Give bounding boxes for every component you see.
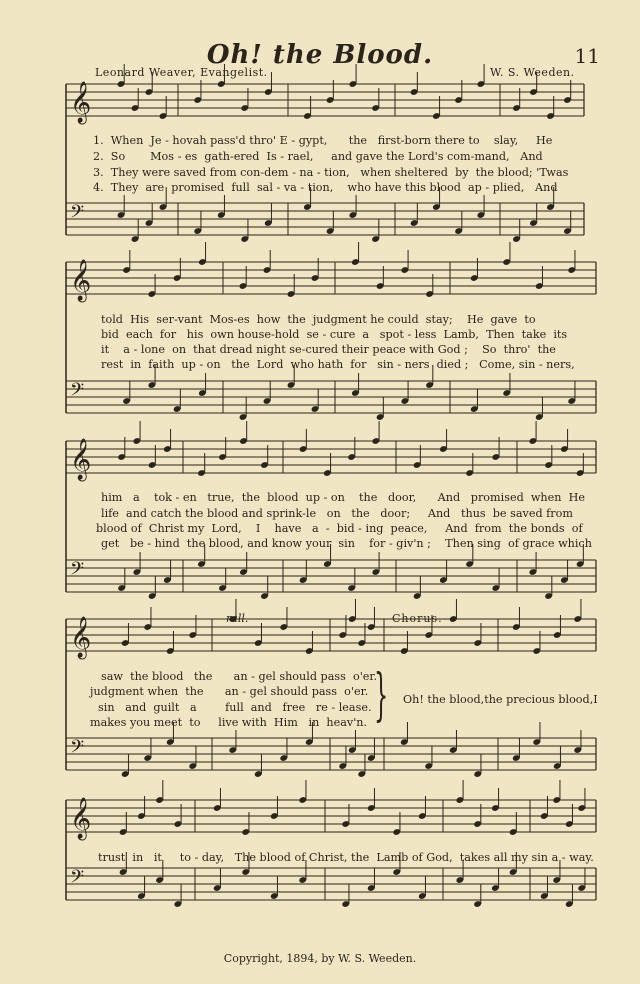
lyric-line: rest in faith up - on the Lord who hath for sin - ners died ; Come, sin - ners, [101,358,575,371]
bass-clef: 𝄢 [70,380,85,405]
lyric-line: him a tok - en true, the blood up - on the door, And promised when He [101,491,585,504]
lyric-line: told His ser-vant Mos-es how the judgment he could stay; He gave to [101,313,536,326]
bass-clef: 𝄢 [70,559,85,584]
tempo-mark: rall. [226,612,249,625]
treble-clef: 𝄞 [70,798,92,839]
lyric-line: blood of Christ my Lord, I have a - bid - ing peace, And from the bonds of [96,522,583,535]
lyric-line: 4. They are promised full sal - va - tion, who have this blood ap - plied, And [93,181,558,194]
chorus-label: Chorus. [392,612,443,625]
treble-clef: 𝄞 [70,617,92,658]
lyric-line: makes you meet to live with Him in heav'n. [90,716,368,729]
lyric-line: 3. They were saved from con-dem - na - tion, when sheltered by the blood; 'Twas [93,166,569,179]
composer-credit: W. S. Weeden. [490,66,575,79]
bass-clef: 𝄢 [70,737,85,762]
treble-clef: 𝄞 [70,439,92,480]
lyric-line: saw the blood the an - gel should pass o'er. [101,670,378,683]
copyright-notice: Copyright, 1894, by W. S. Weeden. [223,952,417,965]
chorus-lyric-line: Oh! the blood,the precious blood,I [403,693,598,706]
page-title: Oh! the Blood. [206,40,434,70]
author-credit: Leonard Weaver, Evangelist. [95,66,268,79]
lyric-line: sin and guilt a full and free re - lease. [98,701,372,714]
lyric-line: get be - hind the blood, and know your sin for - giv'n ; Then sing of grace which [101,537,592,550]
page-number: 11 [574,44,600,68]
lyric-line: it a - lone on that dread night se-cured their peace with God ; So thro' the [101,343,556,356]
bass-clef: 𝄢 [70,867,85,892]
lyric-line: 2. So Mos - es gath-ered Is - rael, and gave the Lord's com-mand, And [93,150,543,163]
treble-clef: 𝄞 [70,260,92,301]
treble-clef: 𝄞 [70,82,92,123]
lyric-line: judgment when the an - gel should pass o'er. [90,685,369,698]
lyric-line: life and catch the blood and sprink-le on the door; And thus be saved from [101,507,573,520]
bass-clef: 𝄢 [70,202,85,227]
verse-brace: } [374,663,389,728]
lyric-line: trust in it to - day, The blood of Christ, the Lamb of God, takes all my sin a - way. [98,851,594,864]
lyric-line: bid each for his own house-hold se - cure a spot - less Lamb, Then take its [101,328,568,341]
lyric-line: 1. When Je - hovah pass'd thro' E - gypt, the first-born there to slay, He [93,134,553,147]
